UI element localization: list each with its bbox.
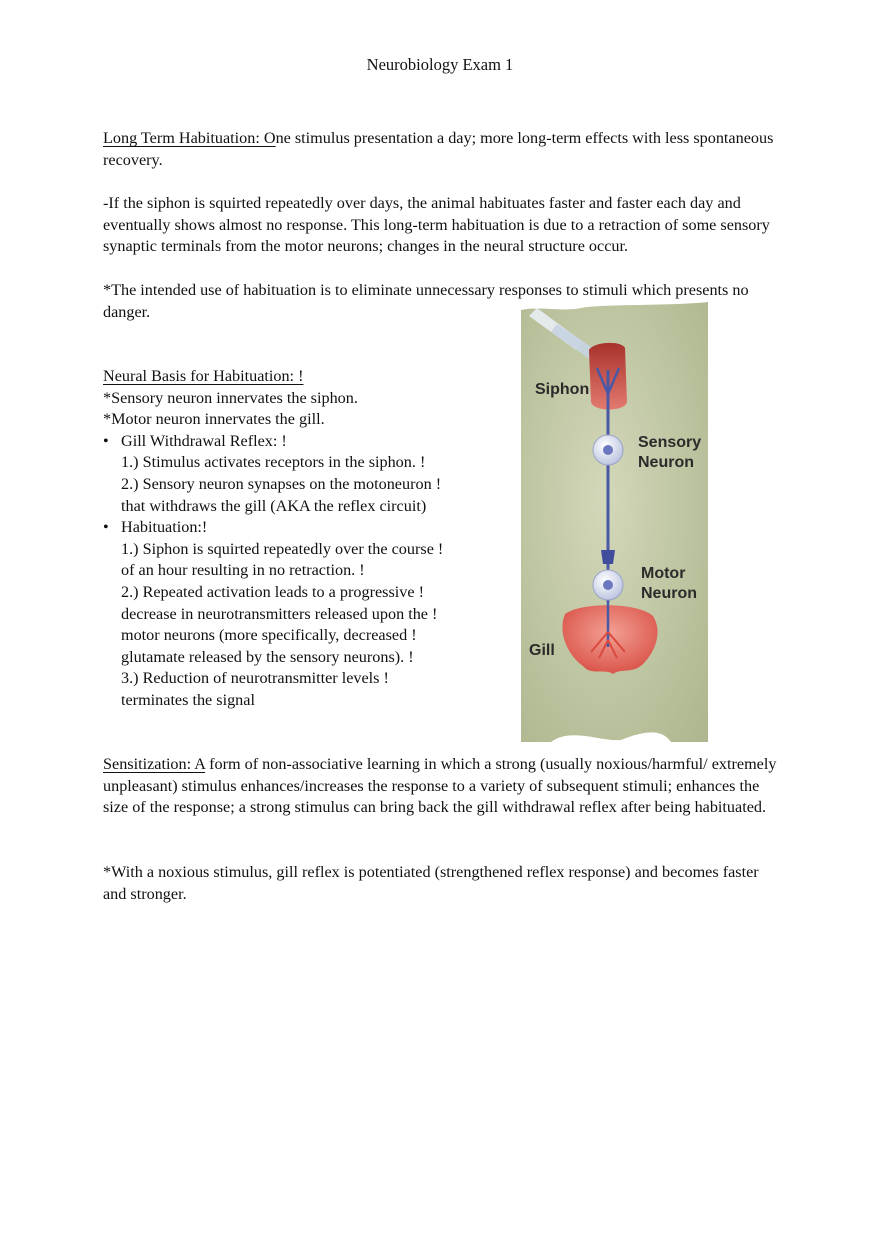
synapse-terminal (601, 550, 615, 564)
gill-reflex-item: 1.) Stimulus activates receptors in the siphon. ! (121, 453, 426, 472)
gill-label: Gill (529, 642, 555, 659)
motor-neuron-label: Neuron (641, 585, 697, 602)
gill-withdrawal-reflex-figure (521, 302, 708, 742)
page-title: Neurobiology Exam 1 (366, 55, 514, 74)
neural-basis-line: *Sensory neuron innervates the siphon. (103, 388, 358, 407)
gill-reflex-bullet (103, 431, 503, 453)
habituation-item: terminates the signal (121, 690, 255, 709)
neural-basis-section (103, 366, 503, 712)
gill-reflex-item: 2.) Sensory neuron synapses on the motoneuron ! (121, 474, 442, 493)
habituation-item: glutamate released by the sensory neurons). ! (121, 647, 414, 666)
habituation-item: 1.) Siphon is squirted repeatedly over the course ! (121, 539, 444, 558)
siphon-label: Siphon (535, 381, 590, 398)
siphon-paragraph: -If the siphon is squirted repeatedly over days, the animal habituates faster and faster each day and eventually shows almost no response. This long-term habituation is due to a retraction of some sensory synaptic terminals from the motor neurons; changes in the neural structure occur. (103, 194, 770, 256)
habituation-item: motor neurons (more specifically, decreased ! (121, 626, 417, 645)
neural-basis-line: *Motor neuron innervates the gill. (103, 410, 325, 429)
long-term-habituation-text: ne stimulus presentation a day; more long-term effects with less spontaneous recovery. (103, 129, 774, 169)
sensitization-paragraph (103, 754, 783, 819)
habituation-item: 2.) Repeated activation leads to a progressive ! (121, 582, 424, 601)
gill-reflex-label: • Gill Withdrawal Reflex: ! (121, 431, 287, 450)
reflex-circuit-illustration (521, 302, 708, 742)
motor-label: Motor (641, 565, 686, 582)
neural-basis-heading: Neural Basis for Habituation: ! (103, 367, 304, 385)
sensitization-text: form of non-associative learning in which a strong (usually noxious/harmful/ extremely unpleasant) stimulus enhances/increases the response to a variety of subsequent stimuli; enhances the size of the response; a strong stimulus can bring back the gill withdrawal reflex after being habituated. (103, 755, 777, 817)
sensitization-heading: Sensitization: A (103, 755, 206, 773)
habituation-bullet (103, 517, 503, 539)
habituation-item: decrease in neurotransmitters released upon the ! (121, 604, 438, 623)
habituation-item: of an hour resulting in no retraction. ! (121, 561, 365, 580)
intended-use-paragraph: *The intended use of habituation is to eliminate unnecessary responses to stimuli which presents no danger. (103, 281, 749, 321)
sensory-neuron-label: Neuron (638, 454, 694, 471)
gill-reflex-item: that withdraws the gill (AKA the reflex circuit) (121, 496, 427, 515)
noxious-stimulus-paragraph: *With a noxious stimulus, gill reflex is potentiated (strengthened reflex response) and becomes faster and stronger. (103, 863, 759, 903)
habituation-label: • Habituation:! (121, 518, 208, 537)
habituation-item: 3.) Reduction of neurotransmitter levels ! (121, 669, 389, 688)
long-term-habituation-heading: Long Term Habituation: O (103, 129, 276, 147)
sensory-label: Sensory (638, 434, 702, 451)
long-term-habituation-paragraph (103, 128, 783, 171)
